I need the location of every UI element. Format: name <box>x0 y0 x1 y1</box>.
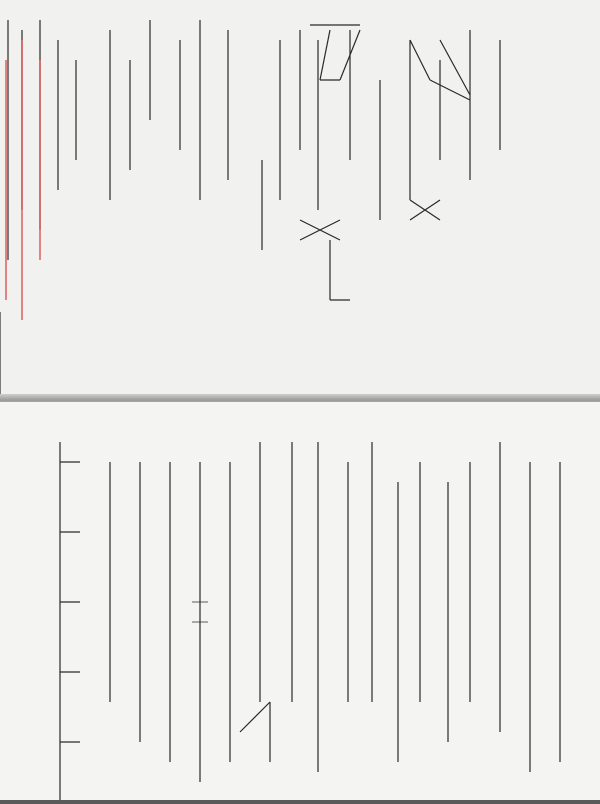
handwriting-left-page <box>0 0 600 398</box>
notebook-page-left <box>0 0 600 398</box>
notebook-page-right <box>0 402 600 800</box>
page-margin-line <box>0 312 1 398</box>
handwriting-right-page <box>0 402 600 800</box>
